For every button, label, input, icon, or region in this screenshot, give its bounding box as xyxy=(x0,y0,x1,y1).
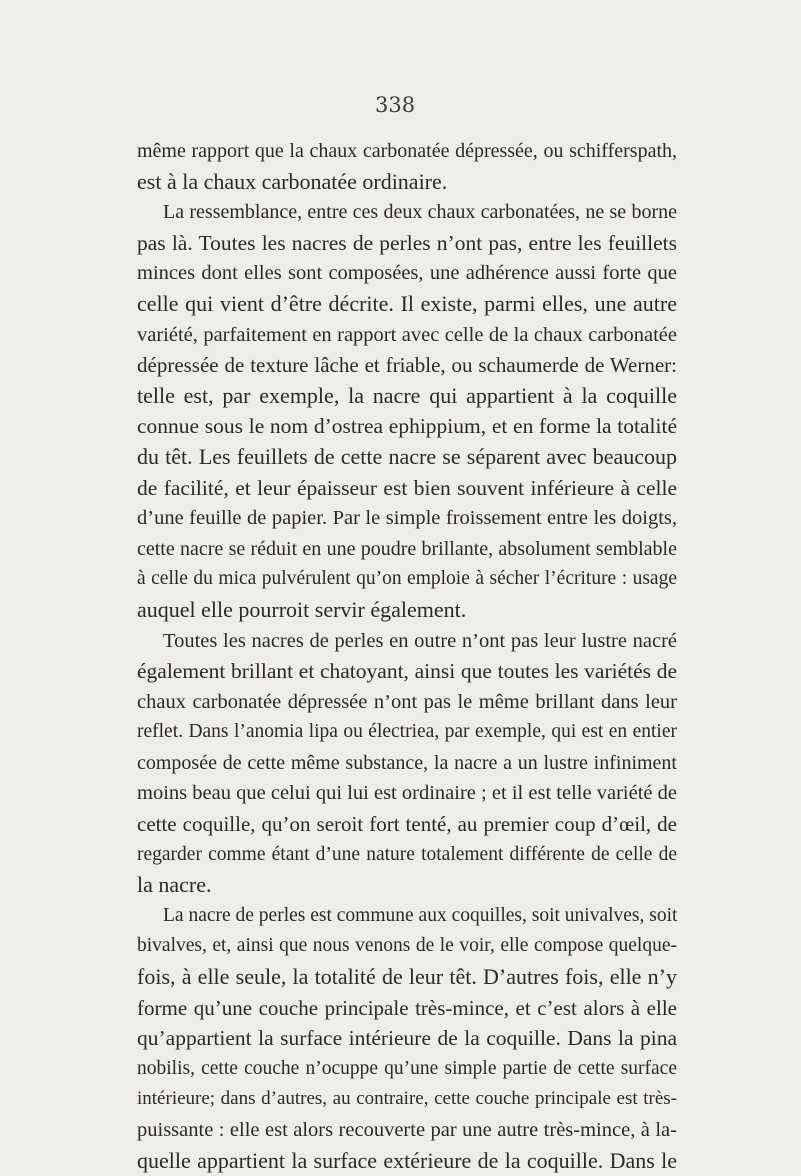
text-line: quelle appartient la surface extérieure de la coquille. Dans le xyxy=(137,1147,677,1173)
text-line: connue sous le nom d’ostrea ephippium, et en forme la totalité xyxy=(137,414,677,439)
text-line: cette nacre se réduit en une poudre brillante, absolument semblable xyxy=(137,537,677,560)
text-line: regarder comme étant d’une nature totalement différente de celle de xyxy=(137,843,677,865)
text-line: également brillant et chatoyant, ainsi que toutes les variétés de xyxy=(137,659,677,684)
text-line: puissante : elle est alors recouverte par une autre très-mince, à la- xyxy=(137,1119,677,1141)
text-line: bivalves, et, ainsi que nous venons de le voir, elle compose quelque- xyxy=(137,935,677,957)
text-line: dépressée de texture lâche et friable, ou schaumerde de Werner: xyxy=(137,353,677,378)
text-line: pas là. Toutes les nacres de perles n’ont pas, entre les feuillets xyxy=(137,230,677,255)
text-line: reflet. Dans l’anomia lipa ou électriea, par exemple, qui est en entier xyxy=(137,721,677,743)
text-line: la nacre. xyxy=(137,872,212,898)
text-line: auquel elle pourroit servir également. xyxy=(137,596,467,622)
text-line: est à la chaux carbonatée ordinaire. xyxy=(137,168,448,194)
text-line: à celle du mica pulvérulent qu’on emploie à sécher l’écriture : usage xyxy=(137,568,677,590)
text-line: composée de cette même substance, la nacre a un lustre infiniment xyxy=(137,751,677,774)
text-line: celle qui vient d’être décrite. Il existe, parmi elles, une autre xyxy=(137,290,677,316)
text-line: d’une feuille de papier. Par le simple froissement entre les doigts, xyxy=(137,507,677,530)
text-line: chaux carbonatée dépressée n’ont pas le même brillant dans leur xyxy=(137,690,677,713)
text-line: de facilité, et leur épaisseur est bien souvent inférieure à celle xyxy=(137,475,677,500)
text-line: qu’appartient la surface intérieure de la coquille. Dans la pina xyxy=(137,1026,677,1051)
text-line: moins beau que celui qui lui est ordinaire ; et il est telle variété de xyxy=(137,782,677,805)
text-line: telle est, par exemple, la nacre qui appartient à la coquille xyxy=(137,382,677,408)
text-line: du têt. Les feuillets de cette nacre se séparent avec beaucoup xyxy=(137,443,677,469)
text-line: intérieure; dans d’autres, au contraire, cette couche principale est très- xyxy=(137,1088,677,1110)
text-line: La nacre de perles est commune aux coquilles, soit univalves, soit xyxy=(163,904,678,926)
text-line: nobilis, cette couche n’ocuppe qu’une simple partie de cette surface xyxy=(137,1057,677,1079)
text-line: La ressemblance, entre ces deux chaux carbonatées, ne se borne xyxy=(163,201,677,224)
text-line: variété, parfaitement en rapport avec celle de la chaux carbonatée xyxy=(137,323,677,346)
text-line: Toutes les nacres de perles en outre n’ont pas leur lustre nacré xyxy=(163,629,677,652)
text-line: même rapport que la chaux carbonatée dépressée, ou schifferspath, xyxy=(137,140,677,162)
page-number: 338 xyxy=(375,93,416,117)
text-line: fois, à elle seule, la totalité de leur têt. D’autres fois, elle n’y xyxy=(137,964,677,990)
body-text xyxy=(137,136,677,1176)
text-line: cette coquille, qu’on seroit fort tenté, au premier coup d’œil, de xyxy=(137,812,677,837)
text-line: forme qu’une couche principale très-mince, et c’est alors à elle xyxy=(137,995,677,1020)
text-line: minces dont elles sont composées, une adhérence aussi forte que xyxy=(137,262,677,285)
